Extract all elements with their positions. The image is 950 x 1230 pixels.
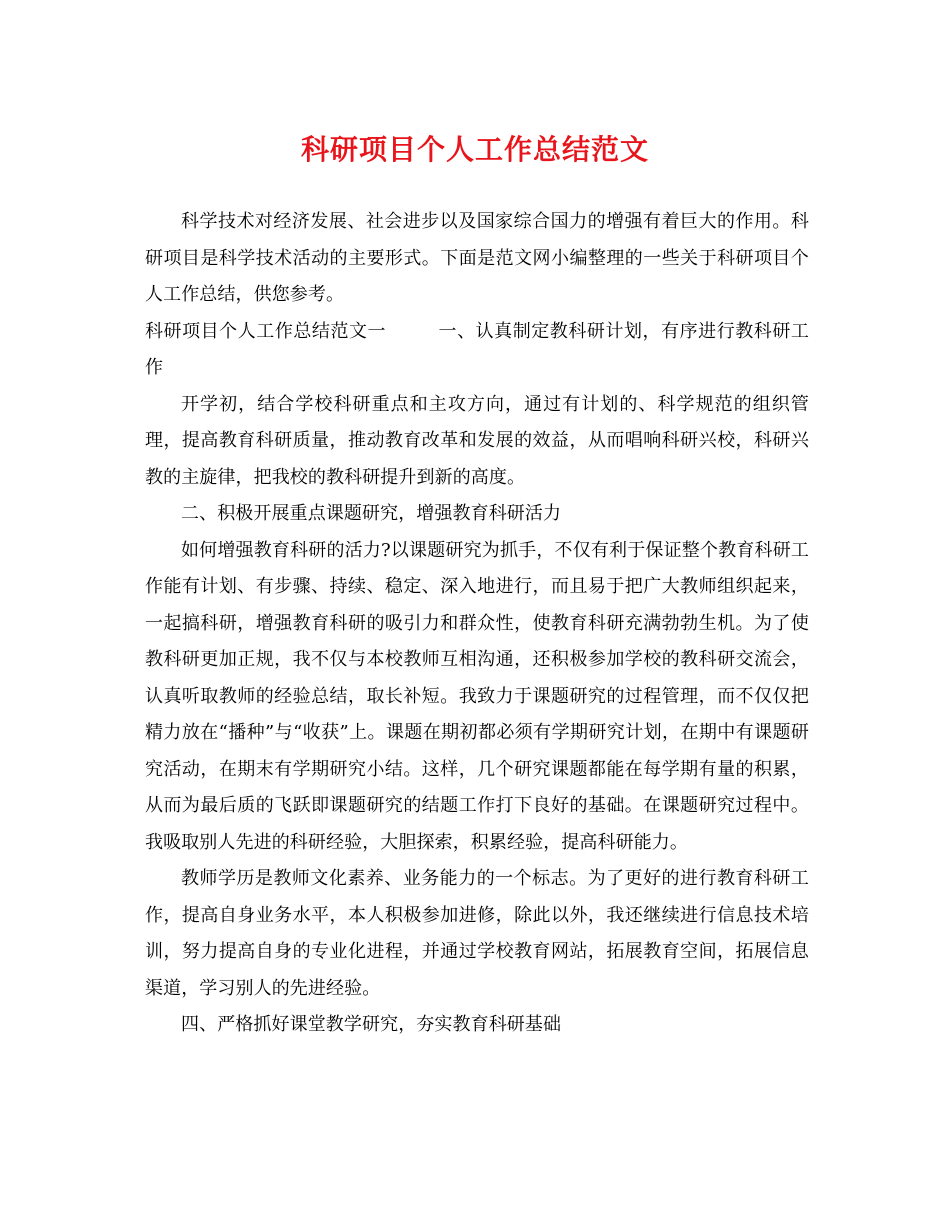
- section-heading-4: 四、严格抓好课堂教学研究，夯实教育科研基础: [181, 1014, 562, 1035]
- document-body: [145, 204, 809, 1044]
- section-label: 科研项目个人工作总结范文一: [145, 320, 387, 342]
- paragraph-2: 如何增强教育科研的活力?以课题研究为抓手，不仅有利于保证整个教育科研工作能有计划、有步骤、持续、稳定、深入地进行，而且易于把广大教师组织起来，一起搞科研，增强教育科研的吸引力和群众性，使教育科研充满勃勃生机。为了使教科研更加正规，我不仅与本校教师互相沟通，还积极参加学校的教科研交流会，认真听取教师的经验总结，取长补短。我致力于课题研究的过程管理，而不仅仅把精力放在“播种”与“收获”上。课题在期初都必须有学期研究计划，在期中有课题研究活动，在期末有学期研究小结。这样，几个研究课题都能在每学期有量的积累，从而为最后质的飞跃即课题研究的结题工作打下良好的基础。在课题研究过程中。我吸取别人先进的科研经验，大胆探索，积累经验，提高科研能力。: [145, 539, 809, 853]
- intro-paragraph: 科学技术对经济发展、社会进步以及国家综合国力的增强有着巨大的作用。科研项目是科学技术活动的主要形式。下面是范文网小编整理的一些关于科研项目个人工作总结，供您参考。: [145, 211, 809, 305]
- document-title: 科研项目个人工作总结范文: [300, 133, 649, 166]
- section-line: [145, 314, 809, 387]
- paragraph-3: 教师学历是教师文化素养、业务能力的一个标志。为了更好的进行教育科研工作，提高自身业务水平，本人积极参加进修，除此以外，我还继续进行信息技术培训，努力提高自身的专业化进程，并通过学校教育网站，拓展教育空间，拓展信息渠道，学习别人的先进经验。: [145, 868, 809, 999]
- section-heading-1: 一、认真制定教科研计划，有序进行教科研工作: [145, 320, 809, 378]
- section-heading-2: 二、积极开展重点课题研究，增强教育科研活力: [181, 503, 562, 524]
- paragraph-1: 开学初，结合学校科研重点和主攻方向，通过有计划的、科学规范的组织管理，提高教育科研质量，推动教育改革和发展的效益，从而唱响科研兴校，科研兴教的主旋律，把我校的教科研提升到新的高度。: [145, 393, 809, 488]
